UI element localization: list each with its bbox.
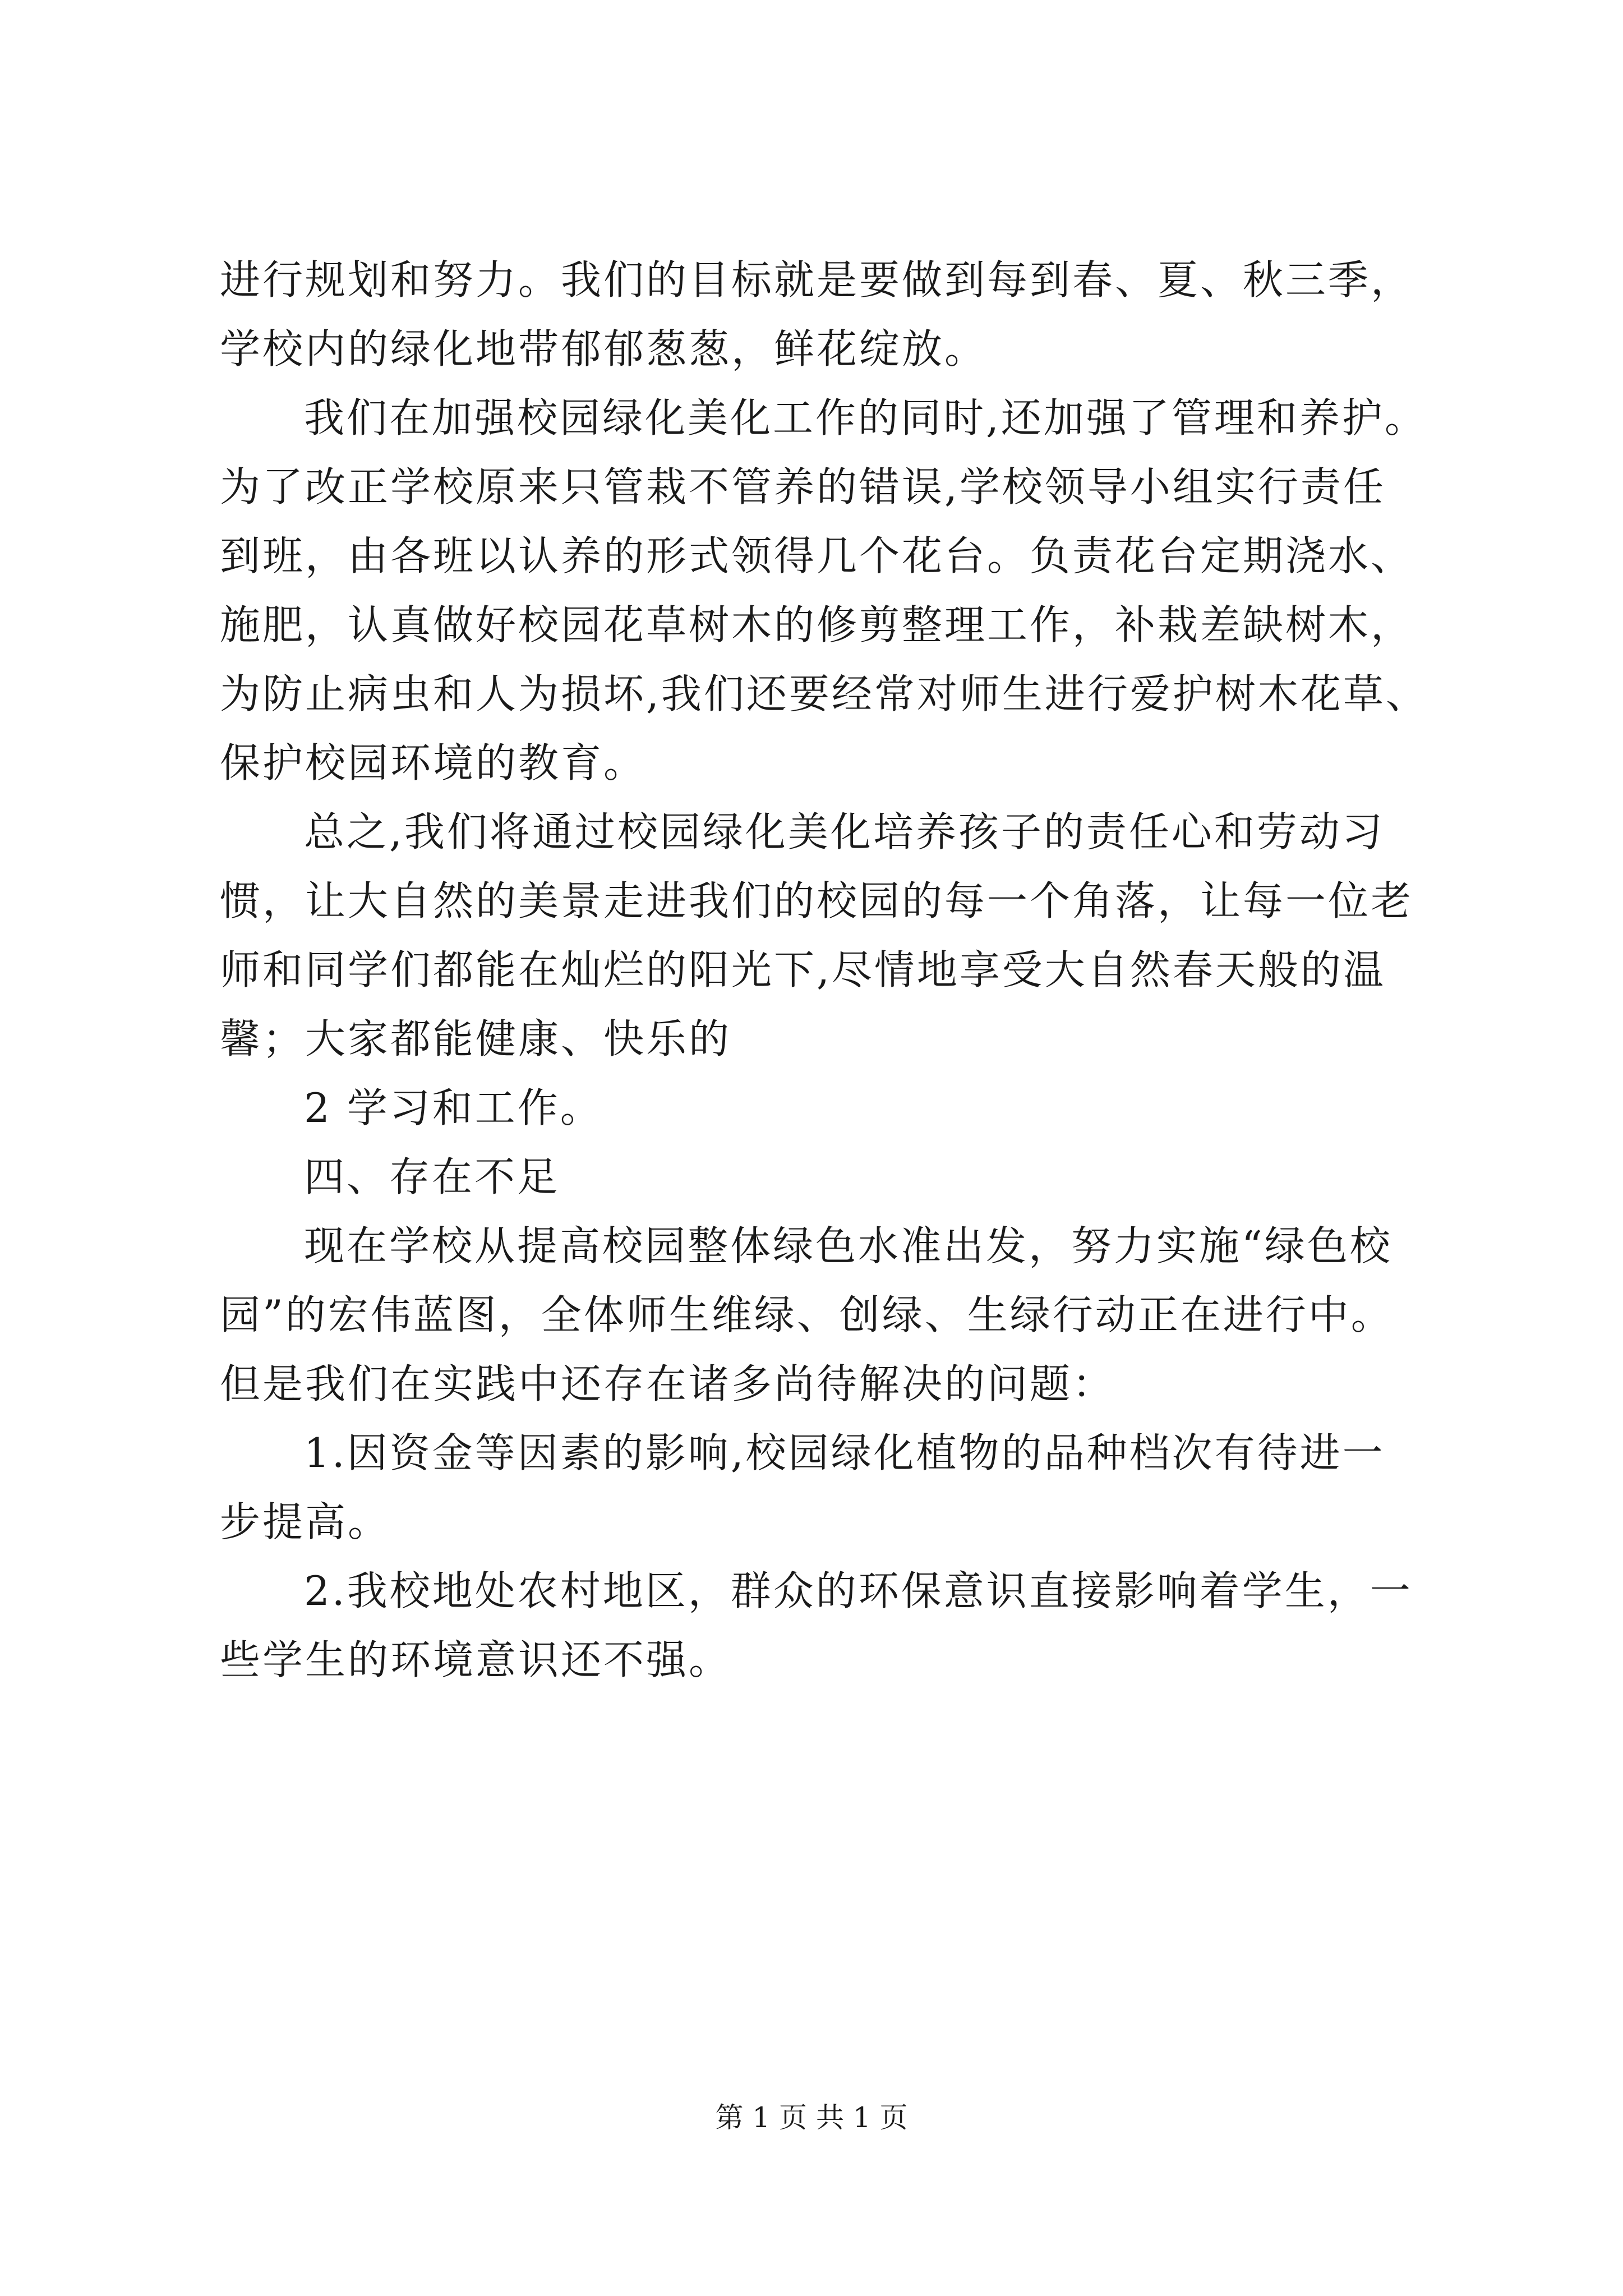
text-line: 馨；大家都能健康、快乐的 <box>220 1015 732 1062</box>
text-line: 但是我们在实践中还存在诸多尚待解决的问题： <box>220 1360 1115 1407</box>
text-line: 步提高。 <box>220 1498 391 1545</box>
page-footer: 第 1 页 共 1 页 <box>715 2101 908 2134</box>
text-line: 学校内的绿化地带郁郁葱葱，鲜花绽放。 <box>220 325 988 372</box>
text-line: 师和同学们都能在灿烂的阳光下,尽情地享受大自然春天般的温 <box>220 946 1386 993</box>
text-line: 进行规划和努力。我们的目标就是要做到每到春、夏、秋三季， <box>220 256 1414 303</box>
paragraph-start-line: 我们在加强校园绿化美化工作的同时,还加强了管理和养护。 <box>304 394 1427 441</box>
text-line: 园”的宏伟蓝图，全体师生维绿、创绿、生绿行动正在进行中。 <box>220 1291 1394 1338</box>
text-line: 到班，由各班以认养的形式领得几个花台。负责花台定期浇水、 <box>220 532 1414 579</box>
text-line: 为防止病虫和人为损坏,我们还要经常对师生进行爱护树木花草、 <box>220 670 1428 717</box>
document-body <box>220 246 1426 1695</box>
section-heading: 四、存在不足 <box>304 1153 560 1200</box>
paragraph-start-line: 2 学习和工作。 <box>304 1084 603 1131</box>
text-line: 施肥，认真做好校园花草树木的修剪整理工作，补栽差缺树木， <box>220 601 1414 648</box>
text-line: 惯，让大自然的美景走进我们的校园的每一个角落，让每一位老 <box>220 877 1414 924</box>
paragraph-start-line: 现在学校从提高校园整体绿色水准出发，努力实施“绿色校 <box>304 1222 1393 1269</box>
paragraph-start-line: 总之,我们将通过校园绿化美化培养孩子的责任心和劳动习 <box>304 808 1385 855</box>
text-line: 保护校园环境的教育。 <box>220 739 647 786</box>
text-line: 些学生的环境意识还不强。 <box>220 1636 732 1683</box>
list-item-line: 2.我校地处农村地区，群众的环保意识直接影响着学生，一 <box>304 1567 1413 1614</box>
list-item-line: 1.因资金等因素的影响,校园绿化植物的品种档次有待进一 <box>304 1429 1385 1476</box>
text-line: 为了改正学校原来只管栽不管养的错误,学校领导小组实行责任 <box>220 463 1386 510</box>
